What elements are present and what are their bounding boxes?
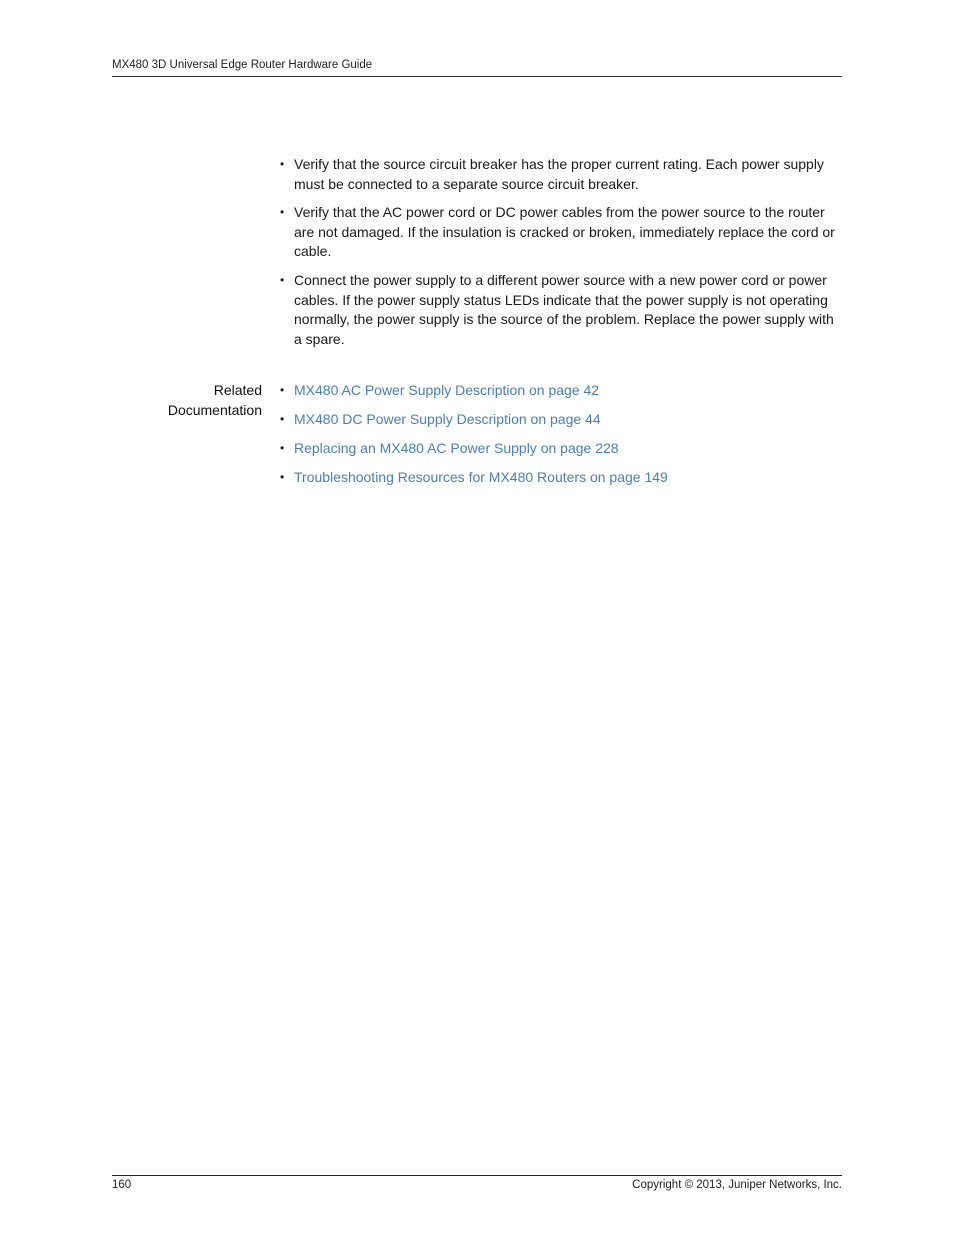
bullet-icon: • bbox=[280, 272, 285, 287]
copyright-notice: Copyright © 2013, Juniper Networks, Inc. bbox=[632, 1179, 842, 1191]
list-item bbox=[280, 410, 842, 430]
related-label-line2: Documentation bbox=[167, 401, 262, 418]
list-item-text: Verify that the source circuit breaker has the proper current rating. Each power supply must be connected to a separate source circuit breaker. bbox=[294, 156, 824, 192]
header-divider bbox=[112, 76, 842, 77]
bullet-icon: • bbox=[280, 205, 285, 220]
related-documentation-label bbox=[112, 381, 262, 420]
list-item-text: Connect the power supply to a different power source with a new power cord or power cables. If the power supply status LEDs indicate that the power supply is not operating normally, the power supply is the source of the problem. Replace the power supply with a spare. bbox=[294, 271, 834, 347]
page-number: 160 bbox=[112, 1179, 132, 1191]
list-item bbox=[280, 439, 842, 459]
list-item-text: Verify that the AC power cord or DC power cables from the power source to the router are not damaged. If the insulation is cracked or broken, immediately replace the cord or cable. bbox=[294, 204, 835, 260]
list-item bbox=[280, 381, 842, 401]
link-troubleshooting-resources[interactable]: Troubleshooting Resources for MX480 Routers on page 149 bbox=[294, 468, 668, 485]
footer-divider bbox=[112, 1175, 842, 1176]
list-item bbox=[280, 468, 842, 488]
bullet-icon: • bbox=[280, 411, 285, 426]
bullet-icon: • bbox=[280, 383, 285, 397]
link-replacing-ac-power-supply[interactable]: Replacing an MX480 AC Power Supply on page 228 bbox=[294, 439, 619, 456]
bullet-icon: • bbox=[280, 440, 285, 455]
link-ac-power-supply-description[interactable]: MX480 AC Power Supply Description on page 42 bbox=[294, 382, 600, 398]
related-label-line1: Related bbox=[213, 382, 262, 398]
running-header: MX480 3D Universal Edge Router Hardware Guide bbox=[112, 59, 373, 71]
bullet-icon: • bbox=[280, 157, 285, 171]
list-item bbox=[280, 271, 842, 349]
list-item bbox=[280, 155, 842, 194]
related-documentation-links bbox=[280, 381, 842, 497]
troubleshooting-bullet-list bbox=[280, 155, 842, 358]
link-dc-power-supply-description[interactable]: MX480 DC Power Supply Description on page 44 bbox=[294, 410, 601, 427]
list-item bbox=[280, 203, 842, 262]
bullet-icon: • bbox=[280, 469, 285, 484]
